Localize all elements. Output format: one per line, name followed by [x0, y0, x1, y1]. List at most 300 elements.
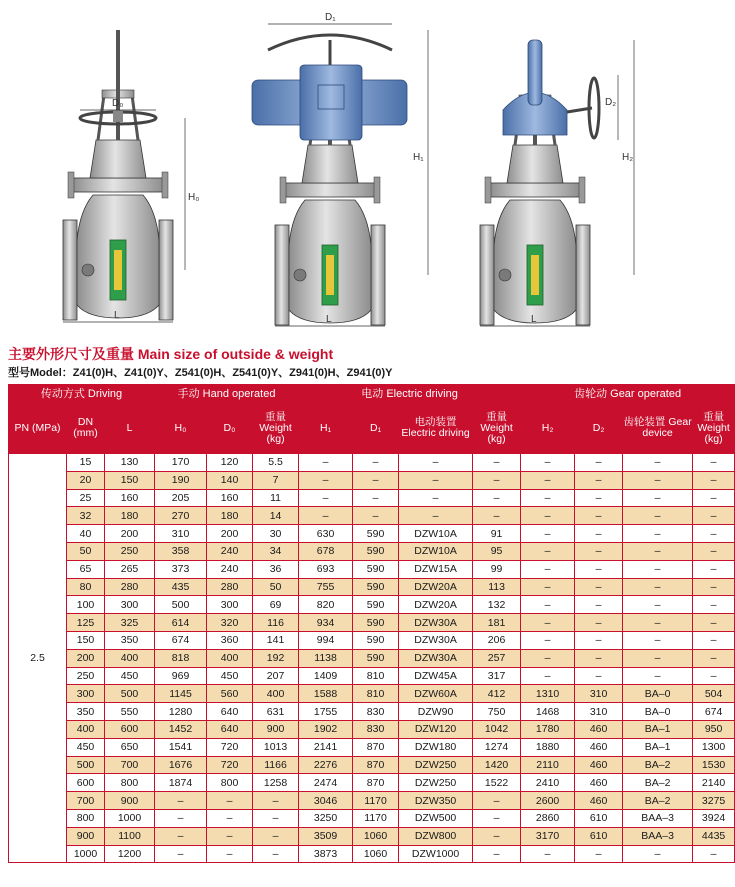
- table-cell: –: [575, 578, 623, 596]
- table-cell: 2600: [521, 792, 575, 810]
- column-header-row: [9, 403, 735, 454]
- table-cell: –: [473, 489, 521, 507]
- table-cell: 3250: [299, 809, 353, 827]
- table-cell: –: [693, 667, 735, 685]
- table-cell: 358: [155, 542, 207, 560]
- table-cell: –: [207, 827, 253, 845]
- table-cell: –: [353, 454, 399, 472]
- table-cell: –: [623, 560, 693, 578]
- table-cell: –: [693, 614, 735, 632]
- table-cell: 631: [253, 703, 299, 721]
- table-cell: 2474: [299, 774, 353, 792]
- table-cell: 560: [207, 685, 253, 703]
- table-row: [9, 827, 735, 845]
- table-cell: 550: [105, 703, 155, 721]
- table-cell: 250: [105, 542, 155, 560]
- table-cell: DZW20A: [399, 596, 473, 614]
- table-cell: –: [253, 809, 299, 827]
- table-cell: 1300: [693, 738, 735, 756]
- table-cell: 150: [67, 631, 105, 649]
- table-cell: –: [399, 471, 473, 489]
- table-cell: –: [623, 507, 693, 525]
- table-cell: DZW250: [399, 756, 473, 774]
- table-cell: 65: [67, 560, 105, 578]
- table-cell: BA–2: [623, 774, 693, 792]
- table-cell: 1000: [105, 809, 155, 827]
- table-cell: –: [575, 525, 623, 543]
- table-cell: 610: [575, 827, 623, 845]
- table-cell: –: [623, 454, 693, 472]
- table-cell: 400: [67, 720, 105, 738]
- table-cell: 257: [473, 649, 521, 667]
- table-cell: 1166: [253, 756, 299, 774]
- column-header: H₂: [521, 403, 575, 454]
- table-cell: 1258: [253, 774, 299, 792]
- table-cell: 590: [353, 525, 399, 543]
- table-cell: DZW60A: [399, 685, 473, 703]
- table-cell: –: [353, 489, 399, 507]
- label-l-gear: L: [531, 314, 537, 325]
- table-cell: 25: [67, 489, 105, 507]
- table-cell: –: [623, 542, 693, 560]
- table-cell: 720: [207, 756, 253, 774]
- table-cell: –: [521, 649, 575, 667]
- table-cell: 280: [207, 578, 253, 596]
- table-cell: 400: [253, 685, 299, 703]
- table-cell: –: [693, 471, 735, 489]
- table-cell: 460: [575, 792, 623, 810]
- table-row: [9, 578, 735, 596]
- table-cell: –: [399, 489, 473, 507]
- table-cell: –: [575, 471, 623, 489]
- table-cell: 36: [253, 560, 299, 578]
- column-header: D₀: [207, 403, 253, 454]
- table-cell: 130: [105, 454, 155, 472]
- table-cell: –: [521, 631, 575, 649]
- column-header: D₁: [353, 403, 399, 454]
- table-cell: 1145: [155, 685, 207, 703]
- table-cell: –: [623, 525, 693, 543]
- table-row: [9, 560, 735, 578]
- table-cell: 1541: [155, 738, 207, 756]
- table-cell: 2140: [693, 774, 735, 792]
- table-cell: –: [353, 471, 399, 489]
- table-cell: 1755: [299, 703, 353, 721]
- group-electric: 电动 Electric driving: [299, 385, 521, 403]
- table-cell: 80: [67, 578, 105, 596]
- table-cell: –: [299, 507, 353, 525]
- table-row: [9, 454, 735, 472]
- column-header: 电动装置 Electric driving: [399, 403, 473, 454]
- table-row: [9, 685, 735, 703]
- table-cell: –: [693, 542, 735, 560]
- table-cell: 500: [155, 596, 207, 614]
- table-cell: –: [473, 845, 521, 863]
- table-cell: 1409: [299, 667, 353, 685]
- label-h2: H₂: [622, 152, 634, 163]
- table-cell: 300: [105, 596, 155, 614]
- table-cell: 240: [207, 560, 253, 578]
- table-cell: 1530: [693, 756, 735, 774]
- group-hand: 手动 Hand operated: [155, 385, 299, 403]
- table-cell: –: [521, 667, 575, 685]
- table-cell: 270: [155, 507, 207, 525]
- table-cell: 11: [253, 489, 299, 507]
- table-cell: 40: [67, 525, 105, 543]
- table-cell: 113: [473, 578, 521, 596]
- table-cell: 1000: [67, 845, 105, 863]
- table-cell: 630: [299, 525, 353, 543]
- table-cell: –: [253, 827, 299, 845]
- group-driving: 传动方式 Driving: [9, 385, 155, 403]
- table-cell: 750: [473, 703, 521, 721]
- table-row: [9, 792, 735, 810]
- column-header: H₁: [299, 403, 353, 454]
- table-cell: 820: [299, 596, 353, 614]
- table-cell: 15: [67, 454, 105, 472]
- label-h0: H₀: [188, 192, 200, 203]
- table-cell: 700: [105, 756, 155, 774]
- table-row: [9, 507, 735, 525]
- valve-drawings: [0, 0, 700, 335]
- pn-cell: 2.5: [9, 454, 67, 863]
- table-row: [9, 756, 735, 774]
- table-cell: –: [693, 525, 735, 543]
- label-h1: H₁: [413, 152, 424, 163]
- table-cell: 265: [105, 560, 155, 578]
- table-cell: –: [299, 471, 353, 489]
- table-cell: 160: [105, 489, 155, 507]
- table-cell: 181: [473, 614, 521, 632]
- column-header: 齿轮装置 Gear device: [623, 403, 693, 454]
- table-cell: DZW500: [399, 809, 473, 827]
- table-cell: 205: [155, 489, 207, 507]
- table-cell: 2410: [521, 774, 575, 792]
- table-body: [9, 454, 735, 863]
- table-cell: DZW10A: [399, 525, 473, 543]
- table-cell: 5.5: [253, 454, 299, 472]
- label-l-hand: L: [114, 310, 120, 321]
- table-cell: DZW15A: [399, 560, 473, 578]
- table-cell: 140: [207, 471, 253, 489]
- table-cell: 600: [105, 720, 155, 738]
- table-cell: 460: [575, 756, 623, 774]
- table-cell: 900: [67, 827, 105, 845]
- table-cell: –: [155, 845, 207, 863]
- table-cell: 200: [105, 525, 155, 543]
- table-cell: 141: [253, 631, 299, 649]
- table-cell: –: [575, 596, 623, 614]
- table-row: [9, 596, 735, 614]
- table-cell: BAA–3: [623, 809, 693, 827]
- table-row: [9, 542, 735, 560]
- table-cell: –: [575, 560, 623, 578]
- table-cell: –: [399, 454, 473, 472]
- table-cell: 600: [67, 774, 105, 792]
- table-cell: 125: [67, 614, 105, 632]
- table-cell: 1780: [521, 720, 575, 738]
- table-cell: 614: [155, 614, 207, 632]
- table-cell: 320: [207, 614, 253, 632]
- table-cell: –: [473, 454, 521, 472]
- table-cell: –: [623, 667, 693, 685]
- table-row: [9, 525, 735, 543]
- table-cell: 810: [353, 667, 399, 685]
- table-cell: 1468: [521, 703, 575, 721]
- column-header: L: [105, 403, 155, 454]
- column-header: DN (mm): [67, 403, 105, 454]
- table-cell: BA–1: [623, 720, 693, 738]
- table-cell: –: [155, 809, 207, 827]
- table-cell: 280: [105, 578, 155, 596]
- table-cell: 450: [105, 667, 155, 685]
- table-cell: 100: [67, 596, 105, 614]
- table-cell: 30: [253, 525, 299, 543]
- table-cell: 190: [155, 471, 207, 489]
- table-cell: DZW30A: [399, 649, 473, 667]
- table-cell: 500: [67, 756, 105, 774]
- table-cell: –: [207, 792, 253, 810]
- table-cell: 2110: [521, 756, 575, 774]
- table-cell: –: [623, 596, 693, 614]
- table-cell: 3046: [299, 792, 353, 810]
- table-cell: 3873: [299, 845, 353, 863]
- label-d1: D₁: [325, 12, 336, 23]
- table-cell: 200: [67, 649, 105, 667]
- table-cell: –: [521, 454, 575, 472]
- table-cell: 50: [253, 578, 299, 596]
- table-cell: –: [575, 614, 623, 632]
- table-cell: 99: [473, 560, 521, 578]
- table-row: [9, 667, 735, 685]
- table-row: [9, 703, 735, 721]
- table-cell: 325: [105, 614, 155, 632]
- table-cell: 830: [353, 703, 399, 721]
- table-cell: 300: [67, 685, 105, 703]
- table-cell: –: [253, 845, 299, 863]
- column-header: 重量 Weight (kg): [253, 403, 299, 454]
- table-cell: 300: [207, 596, 253, 614]
- table-cell: 800: [67, 809, 105, 827]
- table-cell: 460: [575, 738, 623, 756]
- table-cell: 674: [155, 631, 207, 649]
- table-cell: –: [575, 507, 623, 525]
- table-cell: 435: [155, 578, 207, 596]
- table-cell: –: [623, 649, 693, 667]
- table-cell: –: [693, 845, 735, 863]
- table-cell: –: [623, 489, 693, 507]
- section-heading: 主要外形尺寸及重量 Main size of outside & weight: [8, 346, 334, 362]
- label-d0: D₀: [112, 98, 124, 109]
- table-cell: –: [521, 525, 575, 543]
- table-cell: BA–0: [623, 685, 693, 703]
- table-cell: 590: [353, 631, 399, 649]
- table-cell: 310: [155, 525, 207, 543]
- electric-actuator: [252, 35, 407, 140]
- table-row: [9, 738, 735, 756]
- table-cell: –: [299, 454, 353, 472]
- table-cell: 120: [207, 454, 253, 472]
- table-cell: 1013: [253, 738, 299, 756]
- table-cell: 590: [353, 649, 399, 667]
- table-cell: –: [623, 845, 693, 863]
- table-row: [9, 631, 735, 649]
- table-cell: –: [521, 845, 575, 863]
- table-cell: 1060: [353, 827, 399, 845]
- table-cell: 400: [207, 649, 253, 667]
- size-weight-table: [8, 384, 735, 863]
- table-cell: –: [473, 809, 521, 827]
- table-cell: DZW45A: [399, 667, 473, 685]
- table-row: [9, 845, 735, 863]
- table-cell: DZW90: [399, 703, 473, 721]
- column-header: 重量 Weight (kg): [693, 403, 735, 454]
- table-cell: 1042: [473, 720, 521, 738]
- model-line: 型号Model：Z41(0)H、Z41(0)Y、Z541(0)H、Z541(0)Y、Z941(0)H、Z941(0)Y: [8, 367, 393, 379]
- table-cell: –: [521, 560, 575, 578]
- table-cell: 69: [253, 596, 299, 614]
- group-gear: 齿轮动 Gear operated: [521, 385, 735, 403]
- table-cell: 350: [67, 703, 105, 721]
- table-cell: 34: [253, 542, 299, 560]
- table-cell: –: [575, 454, 623, 472]
- table-cell: 1274: [473, 738, 521, 756]
- table-cell: 1452: [155, 720, 207, 738]
- table-cell: 310: [575, 685, 623, 703]
- table-cell: 500: [105, 685, 155, 703]
- table-cell: –: [155, 827, 207, 845]
- table-cell: –: [521, 542, 575, 560]
- column-header: 重量 Weight (kg): [473, 403, 521, 454]
- table-cell: 3924: [693, 809, 735, 827]
- table-cell: –: [253, 792, 299, 810]
- table-cell: 150: [105, 471, 155, 489]
- table-cell: 91: [473, 525, 521, 543]
- table-cell: 317: [473, 667, 521, 685]
- table-cell: 310: [575, 703, 623, 721]
- table-cell: 870: [353, 756, 399, 774]
- table-cell: –: [575, 489, 623, 507]
- table-cell: –: [575, 845, 623, 863]
- table-cell: –: [521, 578, 575, 596]
- table-row: [9, 614, 735, 632]
- table-cell: –: [575, 667, 623, 685]
- gear-actuator: [503, 40, 599, 138]
- table-cell: BA–2: [623, 756, 693, 774]
- table-cell: –: [623, 471, 693, 489]
- table-cell: 50: [67, 542, 105, 560]
- table-cell: 206: [473, 631, 521, 649]
- table-cell: 1170: [353, 809, 399, 827]
- table-cell: 700: [67, 792, 105, 810]
- table-cell: BAA–3: [623, 827, 693, 845]
- table-cell: –: [693, 489, 735, 507]
- table-cell: –: [693, 596, 735, 614]
- table-cell: 1874: [155, 774, 207, 792]
- table-cell: 2860: [521, 809, 575, 827]
- table-row: [9, 649, 735, 667]
- table-cell: –: [155, 792, 207, 810]
- table-cell: 1170: [353, 792, 399, 810]
- table-cell: 590: [353, 614, 399, 632]
- table-cell: 1420: [473, 756, 521, 774]
- table-cell: 1280: [155, 703, 207, 721]
- table-cell: 116: [253, 614, 299, 632]
- table-cell: DZW350: [399, 792, 473, 810]
- table-cell: 1138: [299, 649, 353, 667]
- column-header: H₀: [155, 403, 207, 454]
- table-cell: –: [623, 614, 693, 632]
- table-cell: 870: [353, 774, 399, 792]
- table-cell: –: [693, 578, 735, 596]
- table-cell: 2141: [299, 738, 353, 756]
- table-cell: 590: [353, 542, 399, 560]
- table-cell: 1522: [473, 774, 521, 792]
- table-cell: 32: [67, 507, 105, 525]
- table-cell: 640: [207, 703, 253, 721]
- table-cell: DZW30A: [399, 614, 473, 632]
- table-row: [9, 809, 735, 827]
- table-cell: 504: [693, 685, 735, 703]
- table-cell: 1902: [299, 720, 353, 738]
- table-cell: 360: [207, 631, 253, 649]
- table-cell: 250: [67, 667, 105, 685]
- table-cell: 192: [253, 649, 299, 667]
- table-cell: 14: [253, 507, 299, 525]
- table-cell: 132: [473, 596, 521, 614]
- table-cell: DZW180: [399, 738, 473, 756]
- table-row: [9, 774, 735, 792]
- table-cell: 800: [105, 774, 155, 792]
- table-cell: 460: [575, 774, 623, 792]
- table-cell: 969: [155, 667, 207, 685]
- table-cell: –: [521, 596, 575, 614]
- table-cell: 755: [299, 578, 353, 596]
- table-cell: –: [575, 542, 623, 560]
- table-cell: 3170: [521, 827, 575, 845]
- table-cell: 678: [299, 542, 353, 560]
- table-cell: 450: [67, 738, 105, 756]
- table-cell: 207: [253, 667, 299, 685]
- table-cell: 674: [693, 703, 735, 721]
- table-cell: 1880: [521, 738, 575, 756]
- table-cell: DZW120: [399, 720, 473, 738]
- table-cell: –: [575, 631, 623, 649]
- table-cell: DZW1000: [399, 845, 473, 863]
- table-cell: –: [353, 507, 399, 525]
- column-header: D₂: [575, 403, 623, 454]
- table-cell: 994: [299, 631, 353, 649]
- table-cell: DZW800: [399, 827, 473, 845]
- table-cell: –: [521, 614, 575, 632]
- table-cell: 900: [105, 792, 155, 810]
- table-cell: 412: [473, 685, 521, 703]
- table-row: [9, 471, 735, 489]
- table-cell: 400: [105, 649, 155, 667]
- table-cell: –: [399, 507, 473, 525]
- table-cell: 240: [207, 542, 253, 560]
- table-cell: 1200: [105, 845, 155, 863]
- table-cell: DZW10A: [399, 542, 473, 560]
- table-cell: –: [521, 471, 575, 489]
- table-row: [9, 489, 735, 507]
- table-cell: 20: [67, 471, 105, 489]
- table-cell: 870: [353, 738, 399, 756]
- table-cell: –: [299, 489, 353, 507]
- table-cell: 460: [575, 720, 623, 738]
- table-cell: 200: [207, 525, 253, 543]
- table-cell: 900: [253, 720, 299, 738]
